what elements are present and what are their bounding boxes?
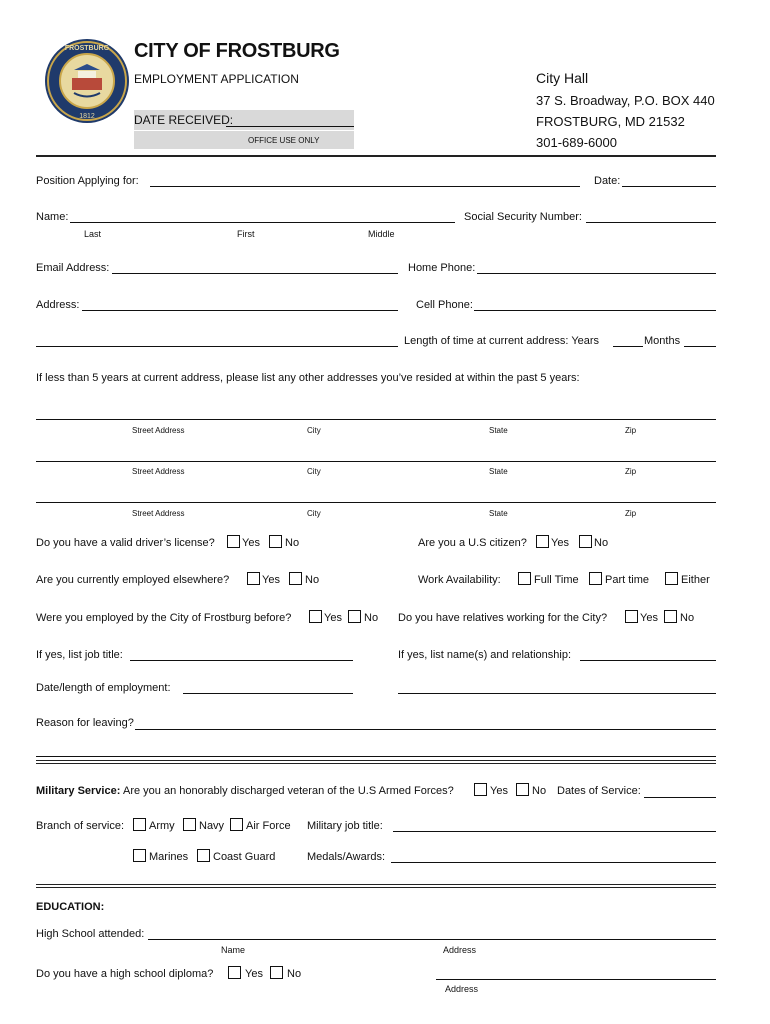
dates-of-service-field[interactable] — [644, 797, 716, 798]
relatives-question: Do you have relatives working for the City? — [398, 612, 608, 624]
full-time-label: Full Time — [534, 574, 579, 586]
date-field[interactable] — [622, 186, 716, 187]
navy-checkbox[interactable] — [183, 818, 196, 831]
part-time-checkbox[interactable] — [589, 572, 602, 585]
license-no-label: No — [285, 537, 300, 549]
education-heading: EDUCATION: — [36, 901, 105, 913]
citizen-no-checkbox[interactable] — [579, 535, 592, 548]
date-length-field[interactable] — [183, 693, 353, 694]
prior-addresses-prompt: If less than 5 years at current address, please list any other addresses you’ve resided at within the past 5 years: — [36, 372, 580, 384]
citizen-no-label: No — [594, 537, 609, 549]
svg-text:1812: 1812 — [79, 113, 95, 120]
high-school-field[interactable] — [148, 939, 716, 940]
license-yes-checkbox[interactable] — [227, 535, 240, 548]
state-caption-2: State — [489, 467, 508, 476]
cell-phone-label: Cell Phone: — [416, 299, 473, 311]
address-line1: 37 S. Broadway, P.O. BOX 440 — [536, 93, 715, 108]
relationship-label: If yes, list name(s) and relationship: — [398, 649, 572, 661]
city-caption-1: City — [307, 426, 321, 435]
military-heading: Military Service: — [36, 785, 121, 797]
high-school-address-field-2[interactable] — [436, 979, 716, 980]
cell-phone-field[interactable] — [474, 310, 716, 311]
army-checkbox[interactable] — [133, 818, 146, 831]
employed-yes-label: Yes — [262, 574, 280, 586]
air-force-label: Air Force — [246, 820, 291, 832]
military-job-title-label: Military job title: — [307, 820, 383, 832]
date-received-label: DATE RECEIVED: — [134, 113, 234, 127]
employed-before-no-checkbox[interactable] — [348, 610, 361, 623]
zip-caption-2: Zip — [625, 467, 637, 476]
either-label: Either — [681, 574, 710, 586]
dates-of-service-label: Dates of Service: — [557, 785, 641, 797]
branch-label: Branch of service: — [36, 820, 125, 832]
date-length-label: Date/length of employment: — [36, 682, 171, 694]
years-field[interactable] — [613, 346, 643, 347]
veteran-question: Are you an honorably discharged veteran of the U.S Armed Forces? — [123, 785, 454, 797]
date-received-field[interactable] — [226, 126, 354, 127]
part-time-label: Part time — [605, 574, 650, 586]
relatives-no-checkbox[interactable] — [664, 610, 677, 623]
reason-label: Reason for leaving? — [36, 717, 134, 729]
diploma-no-checkbox[interactable] — [270, 966, 283, 979]
relatives-yes-checkbox[interactable] — [625, 610, 638, 623]
relationship-field[interactable] — [580, 660, 716, 661]
address-line2: FROSTBURG, MD 21532 — [536, 114, 685, 129]
reason-field-2[interactable] — [36, 756, 716, 757]
citizen-question: Are you a U.S citizen? — [418, 537, 527, 549]
relatives-no-label: No — [680, 612, 695, 624]
position-label: Position Applying for: — [36, 175, 139, 187]
address-label: Address: — [36, 299, 80, 311]
veteran-no-label: No — [532, 785, 547, 797]
diploma-yes-label: Yes — [245, 968, 263, 980]
name-field[interactable] — [70, 222, 455, 223]
diploma-no-label: No — [287, 968, 302, 980]
prior-address-field-1[interactable] — [36, 419, 716, 420]
employed-before-yes-label: Yes — [324, 612, 342, 624]
employed-before-question: Were you employed by the City of Frostburg before? — [36, 612, 292, 624]
coast-guard-label: Coast Guard — [213, 851, 276, 863]
work-availability-label: Work Availability: — [418, 574, 501, 586]
position-field[interactable] — [150, 186, 580, 187]
prior-address-field-3[interactable] — [36, 502, 716, 503]
ssn-label: Social Security Number: — [464, 211, 582, 223]
home-phone-label: Home Phone: — [408, 262, 476, 274]
address-line2-field[interactable] — [36, 346, 398, 347]
name-label: Name: — [36, 211, 69, 223]
home-phone-field[interactable] — [477, 273, 716, 274]
veteran-yes-label: Yes — [490, 785, 508, 797]
army-label: Army — [149, 820, 175, 832]
high-school-name-caption: Name — [221, 945, 246, 955]
job-title-field[interactable] — [130, 660, 353, 661]
state-caption-3: State — [489, 509, 508, 518]
svg-text:FROSTBURG: FROSTBURG — [64, 45, 110, 52]
employed-before-no-label: No — [364, 612, 379, 624]
high-school-address-caption-2: Address — [445, 984, 479, 994]
header-divider — [36, 155, 716, 157]
date-label: Date: — [594, 175, 621, 187]
employed-no-checkbox[interactable] — [289, 572, 302, 585]
street-caption-3: Street Address — [132, 509, 185, 518]
state-caption-1: State — [489, 426, 508, 435]
email-label: Email Address: — [36, 262, 110, 274]
military-divider — [36, 760, 716, 764]
coast-guard-checkbox[interactable] — [197, 849, 210, 862]
full-time-checkbox[interactable] — [518, 572, 531, 585]
office-use-only-label: OFFICE USE ONLY — [248, 136, 320, 145]
name-middle-caption: Middle — [368, 229, 395, 239]
months-label: Months — [644, 335, 681, 347]
city-hall-label: City Hall — [536, 70, 589, 86]
city-seal-logo — [44, 38, 130, 124]
license-yes-label: Yes — [242, 537, 260, 549]
reason-field[interactable] — [135, 729, 716, 730]
military-job-title-field[interactable] — [393, 831, 716, 832]
diploma-question: Do you have a high school diploma? — [36, 968, 214, 980]
high-school-address-caption: Address — [443, 945, 477, 955]
email-field[interactable] — [112, 273, 398, 274]
zip-caption-3: Zip — [625, 509, 637, 518]
city-caption-2: City — [307, 467, 321, 476]
citizen-yes-label: Yes — [551, 537, 569, 549]
diploma-yes-checkbox[interactable] — [228, 966, 241, 979]
license-question: Do you have a valid driver’s license? — [36, 537, 215, 549]
prior-address-field-2[interactable] — [36, 461, 716, 462]
high-school-label: High School attended: — [36, 928, 145, 940]
street-caption-2: Street Address — [132, 467, 185, 476]
marines-label: Marines — [149, 851, 189, 863]
address-field[interactable] — [82, 310, 398, 311]
form-subtitle: EMPLOYMENT APPLICATION — [134, 72, 299, 86]
employed-yes-checkbox[interactable] — [247, 572, 260, 585]
months-field[interactable] — [684, 346, 716, 347]
navy-label: Navy — [199, 820, 225, 832]
employed-no-label: No — [305, 574, 320, 586]
city-phone: 301-689-6000 — [536, 135, 617, 150]
veteran-no-checkbox[interactable] — [516, 783, 529, 796]
employed-elsewhere-question: Are you currently employed elsewhere? — [36, 574, 230, 586]
license-no-checkbox[interactable] — [269, 535, 282, 548]
ssn-field[interactable] — [586, 222, 716, 223]
name-first-caption: First — [237, 229, 255, 239]
street-caption-1: Street Address — [132, 426, 185, 435]
veteran-yes-checkbox[interactable] — [474, 783, 487, 796]
marines-checkbox[interactable] — [133, 849, 146, 862]
name-last-caption: Last — [84, 229, 102, 239]
relatives-yes-label: Yes — [640, 612, 658, 624]
citizen-yes-checkbox[interactable] — [536, 535, 549, 548]
page-title: CITY OF FROSTBURG — [134, 40, 340, 62]
either-checkbox[interactable] — [665, 572, 678, 585]
length-at-address-label: Length of time at current address: Years — [404, 335, 600, 347]
office-use-shade — [134, 131, 354, 149]
air-force-checkbox[interactable] — [230, 818, 243, 831]
job-title-label: If yes, list job title: — [36, 649, 123, 661]
education-divider — [36, 884, 716, 888]
city-caption-3: City — [307, 509, 321, 518]
employed-before-yes-checkbox[interactable] — [309, 610, 322, 623]
relationship-field-2[interactable] — [398, 693, 716, 694]
medals-field[interactable] — [391, 862, 716, 863]
zip-caption-1: Zip — [625, 426, 637, 435]
medals-label: Medals/Awards: — [307, 851, 386, 863]
